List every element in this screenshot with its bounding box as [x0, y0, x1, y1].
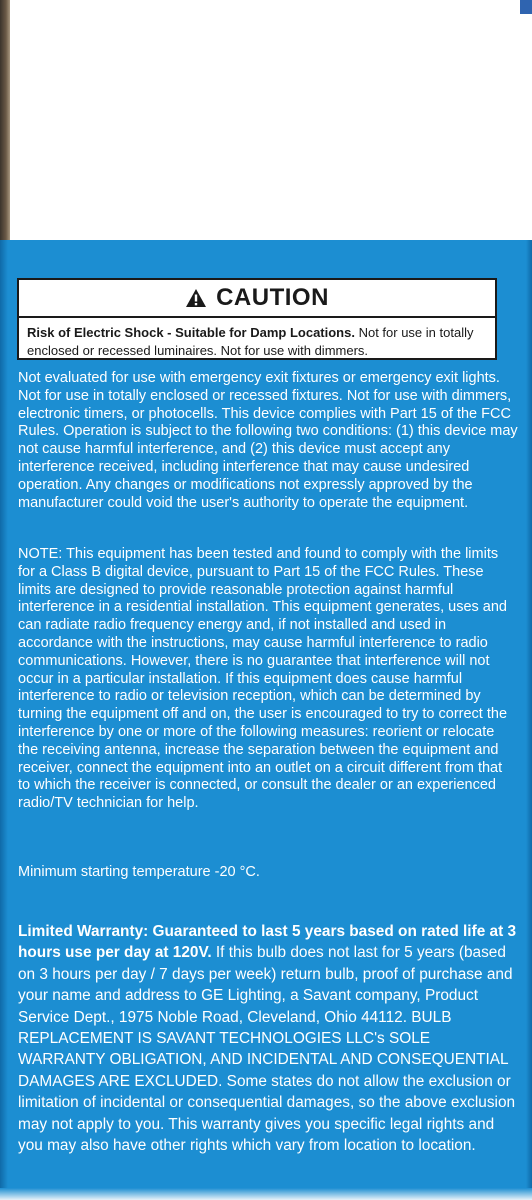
emergency-fcc-paragraph: Not evaluated for use with emergency exit fixtures or emergency exit lights. Not for use in totally enclosed or recessed fixtures. Not for use with dimmers, electronic timers, or photocells. This device complies with Part 15 of the FCC Rules. Operation is subject to the following two conditions: (1) this device may not cause harmful interference, and (2) this device must accept any interference received, including interference that may cause undesired operation. Any changes or modifications not expressly approved by the manufacturer could void the user's authority to operate the equipment. [18, 370, 518, 511]
risk-statement: Risk of Electric Shock - Suitable for Damp Locations. [27, 325, 355, 340]
package-left-edge [0, 240, 8, 1200]
caution-title: CAUTION [216, 284, 329, 311]
warranty-heading: Limited Warranty: Guaranteed to last 5 years based on rated life at 3 hours use per day at 120V. [18, 923, 517, 962]
caution-header [19, 280, 495, 318]
fcc-note-paragraph: NOTE: This equipment has been tested and found to comply with the limits for a Class B digital device, pursuant to Part 15 of the FCC Rules. These limits are designed to provide reasonable protection against harmful interference in a residential installation. This equipment generates, uses and can radiate radio frequency energy and, if not installed and used in accordance with the instructions, may cause harmful interference to radio communications. However, there is no guarantee that interference will not occur in a particular installation. If this equipment does cause harmful interference to radio or television reception, which can be determined by turning the equipment off and on, the user is encouraged to try to correct the interference by one or more of the following measures: reorient or relocate the receiving antenna, increase the separation between the equipment and receiver, connect the equipment into an outlet on a circuit different from that to which the receiver is connected, or consult the dealer or an experienced radio/TV technician for help. [18, 546, 508, 812]
warranty-paragraph [18, 921, 518, 1156]
caution-box [17, 278, 497, 360]
warning-triangle-icon [185, 288, 207, 308]
top-background [0, 0, 532, 240]
warranty-body: If this bulb does not last for 5 years (based on 3 hours per day / 7 days per week) return bulb, proof of purchase and your name and address to GE Lighting, a Savant company, Product Service Dept., 1975 Noble Road, Cleveland, Ohio 44112. BULB REPLACEMENT IS SAVANT TECHNOLOGIES LLC's SOLE WARRANTY OBLIGATION, AND INCIDENTAL AND CONSEQUENTIAL DAMAGES ARE EXCLUDED. Some states do not allow the exclusion or limitation of incidental or consequential damages, so the above exclusion may not apply to you. This warranty gives you specific legal rights and you may also have other rights which vary from location to location. [18, 944, 516, 1155]
left-shadow [0, 0, 10, 245]
min-temp-paragraph: Minimum starting temperature -20 °C. [18, 864, 260, 880]
risk-details: Not for use in totally enclosed or recessed luminaires. Not for use with dimmers. [27, 325, 474, 358]
package-right-edge [526, 240, 532, 1200]
corner-accent [520, 0, 532, 14]
caution-text [19, 318, 495, 360]
package-bottom-edge [0, 1188, 532, 1200]
